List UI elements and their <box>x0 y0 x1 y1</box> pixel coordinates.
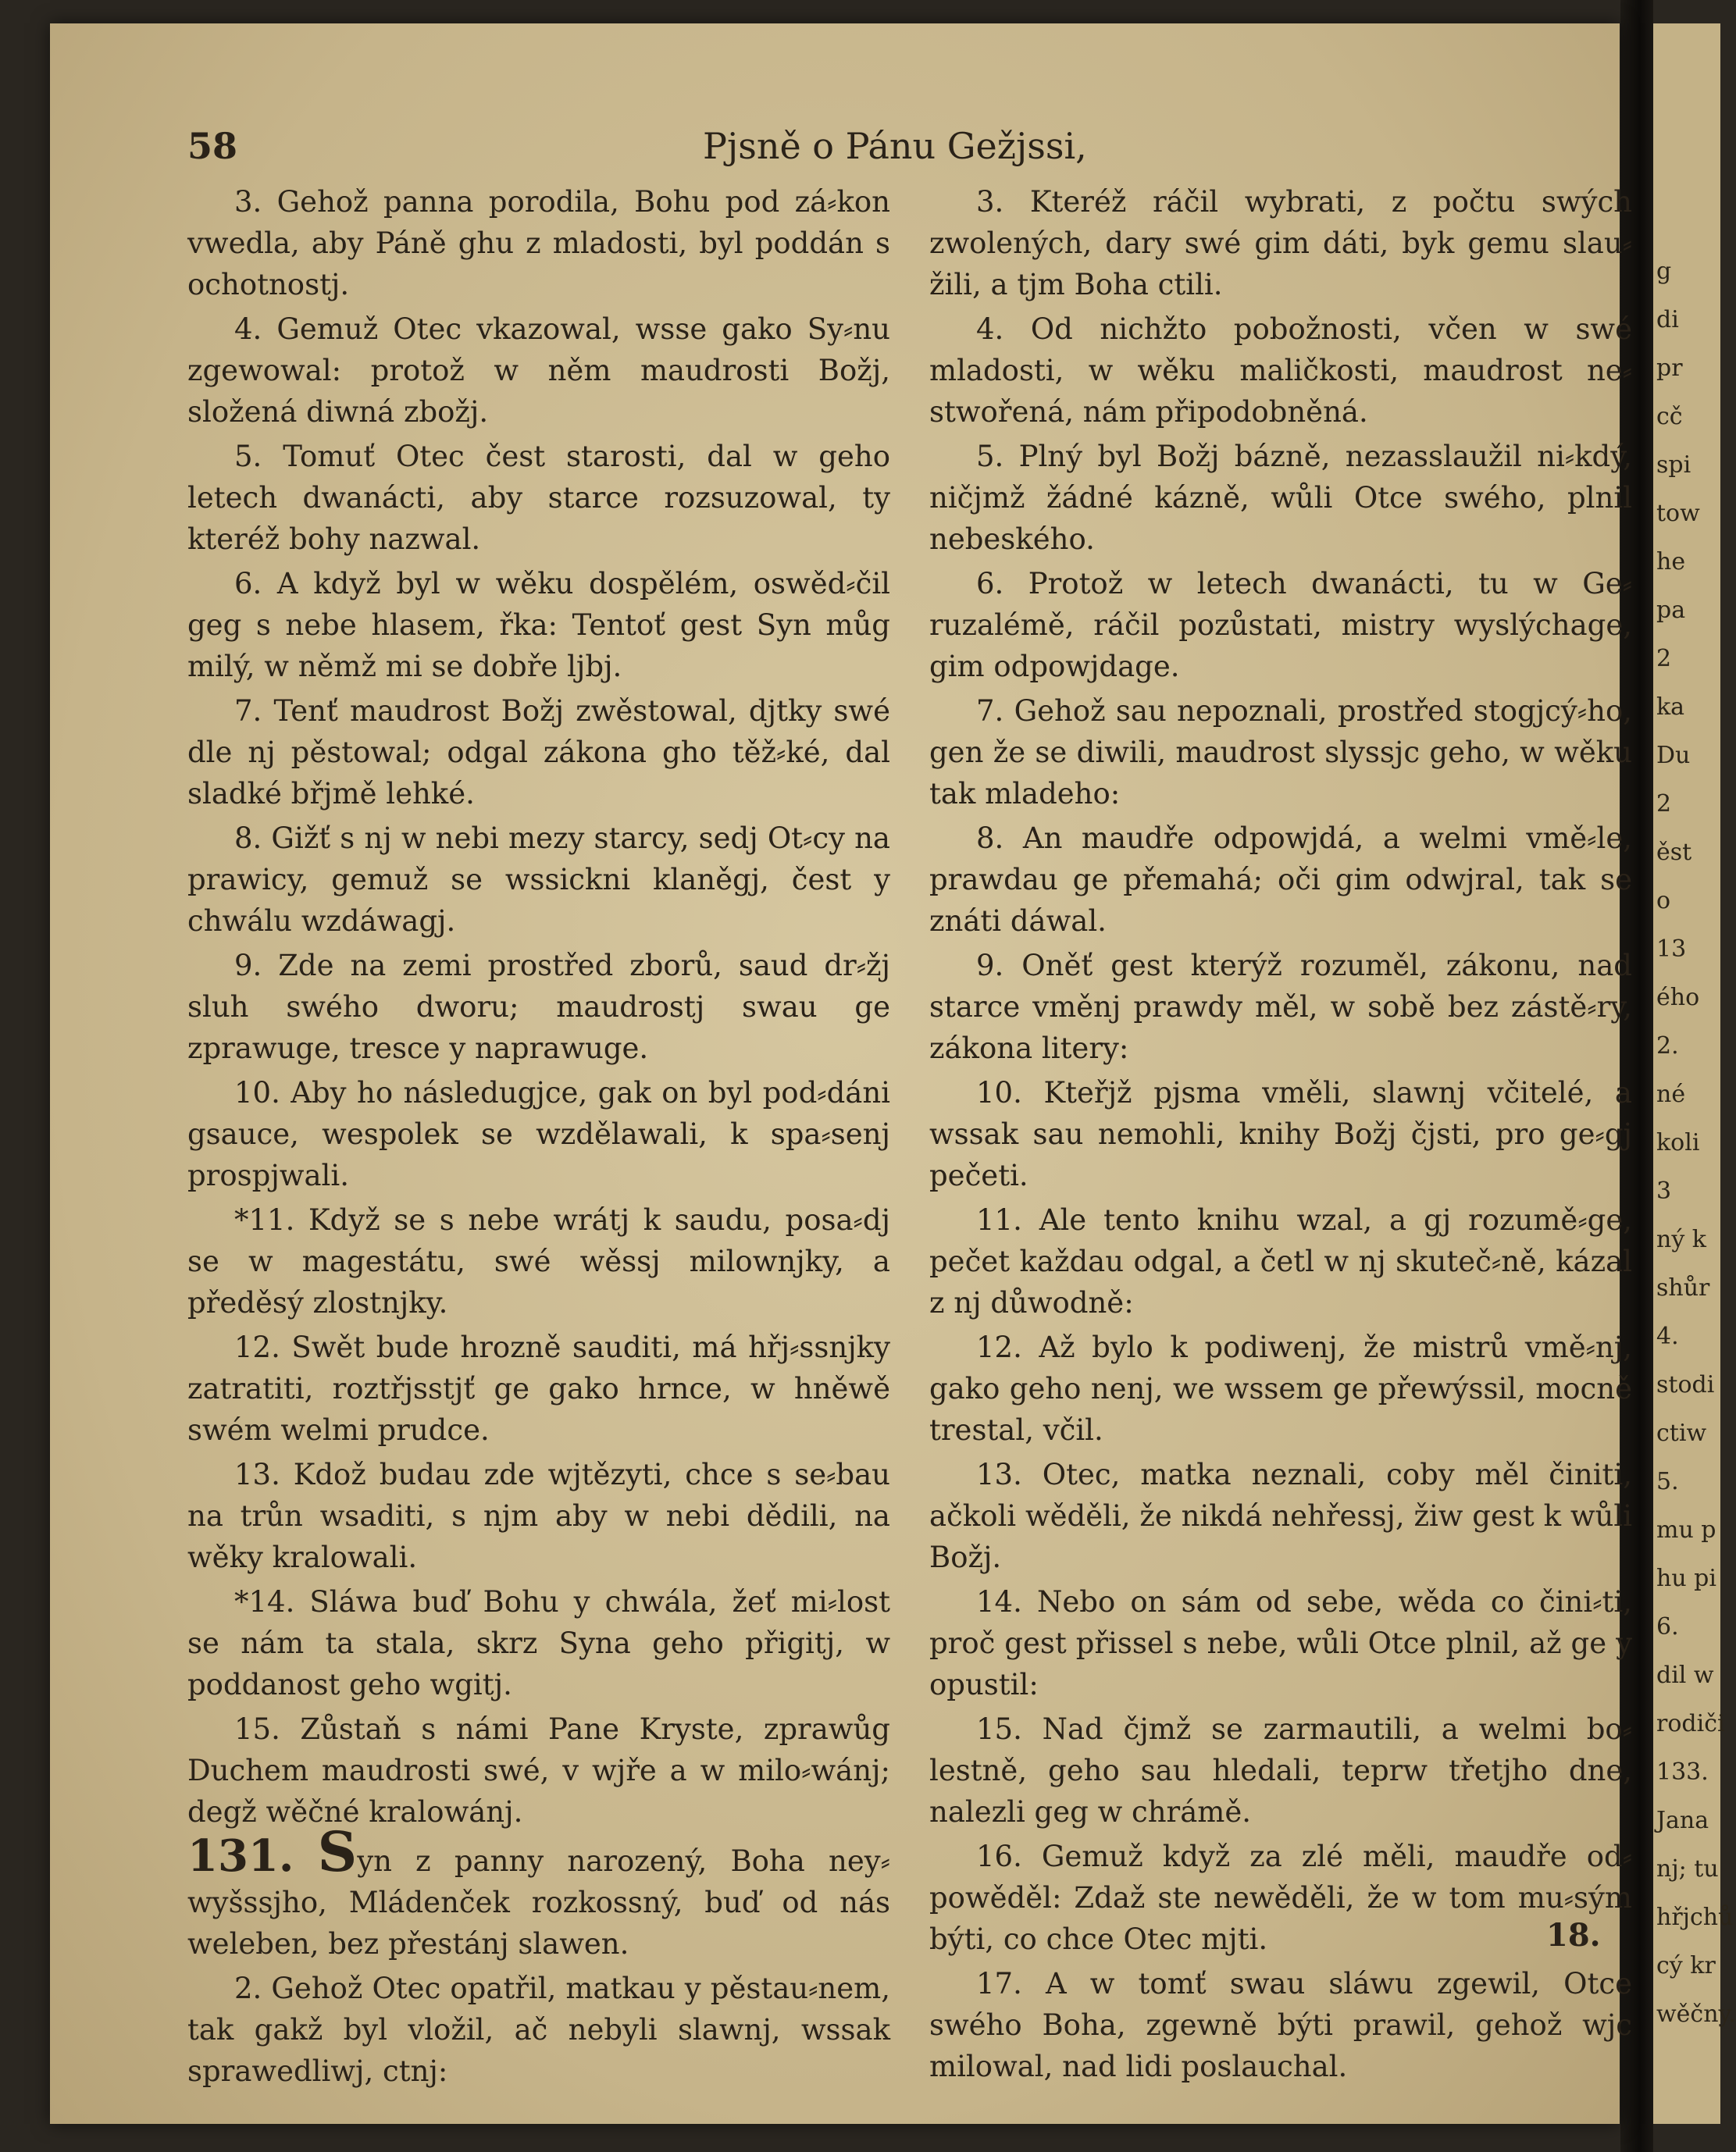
next-page-fragment: nj; tu <box>1656 1855 1719 1883</box>
verse: 12. Až bylo k podiwenj, že mistrů vmě⸗nj, gako geho nenj, we wssem ge přewýssil, mocně trestal, včil. <box>929 1331 1632 1447</box>
next-page-fragment: ého <box>1656 984 1700 1011</box>
verse: 15. Nad čjmž se zarmautili, a welmi bo⸗lestně, geho sau hledali, teprw třetjho dne, nalezli geg w chrámě. <box>929 1712 1632 1829</box>
verse: 8. Gižť s nj w nebi mezy starcy, sedj Ot⸗cy na prawicy, gemuž se wssickni klaněgj, čest y chwálu wzdáwagj. <box>187 821 890 938</box>
hymn-131-start <box>187 1819 890 1965</box>
next-page-fragment: Jana <box>1656 1807 1709 1834</box>
next-page-fragment: 13 <box>1656 935 1687 963</box>
next-page-fragment: wěčny. <box>1656 2001 1736 2028</box>
verse: 13. Kdož budau zde wjtězyti, chce s se⸗bau na trůn wsaditi, s njm aby w nebi dědili, na wěky kralowali. <box>187 1458 890 1574</box>
next-page-fragment: he <box>1656 548 1686 575</box>
verse: 12. Swět bude hrozně sauditi, má hřj⸗ssnjky zatratiti, roztřjsstjť ge gako hrnce, w hněwě swém welmi prudce. <box>187 1331 890 1447</box>
next-page-fragment: rodiči <box>1656 1710 1725 1737</box>
next-page-fragment: 2 <box>1656 645 1672 672</box>
next-page-fragment: 2 <box>1656 790 1672 818</box>
next-page-fragment: 2. <box>1656 1032 1679 1060</box>
verse: 13. Otec, matka neznali, coby měl činiti, ačkoli wěděli, že nikdá nehřessj, žiw gest k wůli Božj. <box>929 1458 1632 1574</box>
verse: 16. Gemuž když za zlé měli, maudře od⸗powěděl: Zdaž ste newěděli, že w tom mu⸗sým býti, co chce Otec mjti. <box>929 1840 1632 1956</box>
next-page-fragment: cý kr <box>1656 1952 1716 1979</box>
verse: 14. Nebo on sám od sebe, wěda co čini⸗ti, proč gest přissel s nebe, wůli Otce plnil, až ge y opustil: <box>929 1585 1632 1701</box>
next-page-fragment: 6. <box>1656 1613 1679 1641</box>
verse: 3. Gehož panna porodila, Bohu pod zá⸗kon vwedla, aby Páně ghu z mladosti, byl poddán s ochotnostj. <box>187 185 890 301</box>
next-page-fragment: o <box>1656 887 1671 914</box>
next-page-fragment: cč <box>1656 403 1683 430</box>
next-page-fragment: tow <box>1656 500 1700 527</box>
next-page-fragment: ný k <box>1656 1226 1706 1253</box>
next-page-fragment: ěst <box>1656 839 1692 866</box>
next-page-fragment: hřjchů <box>1656 1904 1734 1931</box>
verse: 10. Aby ho následugjce, gak on byl pod⸗dáni gsauce, wespolek se wzdělawali, k spa⸗senj prospjwali. <box>187 1076 890 1192</box>
next-page-fragment: 5. <box>1656 1468 1679 1495</box>
verse: 4. Od nichžto pobožnosti, včen w swé mladosti, w wěku maličkosti, maudrost ne⸗stwořená, nám připodobněná. <box>929 312 1632 429</box>
next-page-fragment: di <box>1656 306 1679 333</box>
verse: 10. Kteřjž pjsma vměli, slawnj včitelé, a wssak sau nemohli, knihy Božj čjsti, pro ge⸗gj pečeti. <box>929 1076 1632 1192</box>
verse: 4. Gemuž Otec vkazowal, wsse gako Sy⸗nu zgewowal: protož w něm maudrosti Božj, složená diwná zbožj. <box>187 312 890 429</box>
verse: 9. Zde na zemi prostřed zborů, saud dr⸗žj sluh swého dworu; maudrostj swau ge zprawuge, tresce y naprawuge. <box>187 949 890 1065</box>
hymn-number: 131. <box>187 1830 294 1882</box>
next-page-fragment: 133. <box>1656 1758 1709 1786</box>
right-column <box>929 181 1632 2090</box>
verse: 17. A w tomť swau sláwu zgewil, Otce swého Boha, zgewně býti prawil, gehož wjc milowal, nad lidi poslauchal. <box>929 1967 1632 2083</box>
next-page-fragment: spi <box>1656 451 1691 479</box>
verse: 6. A když byl w wěku dospělém, oswěd⸗čil geg s nebe hlasem, řka: Tentoť gest Syn můg milý, w němž mi se dobře ljbj. <box>187 567 890 683</box>
next-page-fragment: mu p <box>1656 1516 1716 1544</box>
next-page-fragment: pa <box>1656 597 1686 624</box>
drop-initial: S <box>317 1819 358 1884</box>
page-header <box>187 125 1577 172</box>
next-page-edge <box>1653 23 1736 2124</box>
left-column <box>187 181 890 2095</box>
catchword: 18. <box>1546 1917 1601 1954</box>
page-number: 58 <box>187 125 238 167</box>
next-page-fragment: ka <box>1656 693 1685 721</box>
next-page-fragment: shůr <box>1656 1274 1710 1302</box>
verse: *11. Když se s nebe wrátj k saudu, posa⸗dj se w magestátu, swé wěssj milownjky, a předěsý zlostnjky. <box>187 1203 890 1320</box>
next-page-fragment: pr <box>1656 355 1683 382</box>
verse: *14. Sláwa buď Bohu y chwála, žeť mi⸗lost se nám ta stala, skrz Syna geho přigitj, w poddanost geho wgitj. <box>187 1585 890 1701</box>
next-page-fragment: Du <box>1656 742 1691 769</box>
verse: 3. Kteréž ráčil wybrati, z počtu swých zwolených, dary swé gim dáti, byk gemu slau⸗žili, a tjm Boha ctili. <box>929 185 1632 301</box>
next-page-fragment: né <box>1656 1081 1686 1108</box>
next-page-fragment: dil w <box>1656 1662 1714 1689</box>
verse: 6. Protož w letech dwanácti, tu w Ge⸗ruzalémě, ráčil pozůstati, mistry wyslýchage, gim odpowjdage. <box>929 567 1632 683</box>
next-page-fragment: 3 <box>1656 1178 1672 1205</box>
verse: 7. Tenť maudrost Božj zwěstowal, djtky swé dle nj pěstowal; odgal zákona gho těž⸗ké, dal sladké břjmě lehké. <box>187 694 890 811</box>
verse: 5. Tomuť Otec čest starosti, dal w geho letech dwanácti, aby starce rozsuzowal, ty kteréž bohy nazwal. <box>187 440 890 556</box>
verse: 7. Gehož sau nepoznali, prostřed stogjcý⸗ho, gen že se diwili, maudrost slyssjc geho, w wěku tak mladeho: <box>929 694 1632 811</box>
verse: 2. Gehož Otec opatřil, matkau y pěstau⸗nem, tak gakž byl vložil, ač nebyli slawnj, wssak sprawedliwj, ctnj: <box>187 1972 890 2088</box>
verse: 15. Zůstaň s námi Pane Kryste, zprawůg Duchem maudrosti swé, v wjře a w milo⸗wánj; degž wěčné kralowánj. <box>187 1712 890 1829</box>
hymn-first-verse: yn z panny narozený, Boha ney⸗wyšssjho, Mládenček rozkossný, buď od nás weleben, bez přestánj slawen. <box>187 1844 890 1961</box>
next-page-fragment: 4. <box>1656 1323 1679 1350</box>
verse: 9. Oněť gest kterýž rozuměl, zákonu, nad starce vměnj prawdy měl, w sobě bez zástě⸗ry, zákona litery: <box>929 949 1632 1065</box>
verse: 5. Plný byl Božj bázně, nezasslaužil ni⸗kdý, ničjmž žádné kázně, wůli Otce swého, plnil nebeského. <box>929 440 1632 556</box>
next-page-fragment: g <box>1656 258 1672 285</box>
running-title: Pjsně o Pánu Gežjssi, <box>703 125 1087 167</box>
next-page-fragment: ctiw <box>1656 1420 1707 1447</box>
next-page-fragment: koli <box>1656 1129 1700 1156</box>
next-page-fragment: stodi <box>1656 1371 1715 1398</box>
verse: 8. An maudře odpowjdá, a welmi vmě⸗le, prawdau ge přemahá; oči gim odwjral, tak se znáti dáwal. <box>929 821 1632 938</box>
next-page-fragment: hu pi <box>1656 1565 1716 1592</box>
verse: 11. Ale tento knihu wzal, a gj rozumě⸗ge, pečet každau odgal, a četl w nj skuteč⸗ně, kázal z nj důwodně: <box>929 1203 1632 1320</box>
